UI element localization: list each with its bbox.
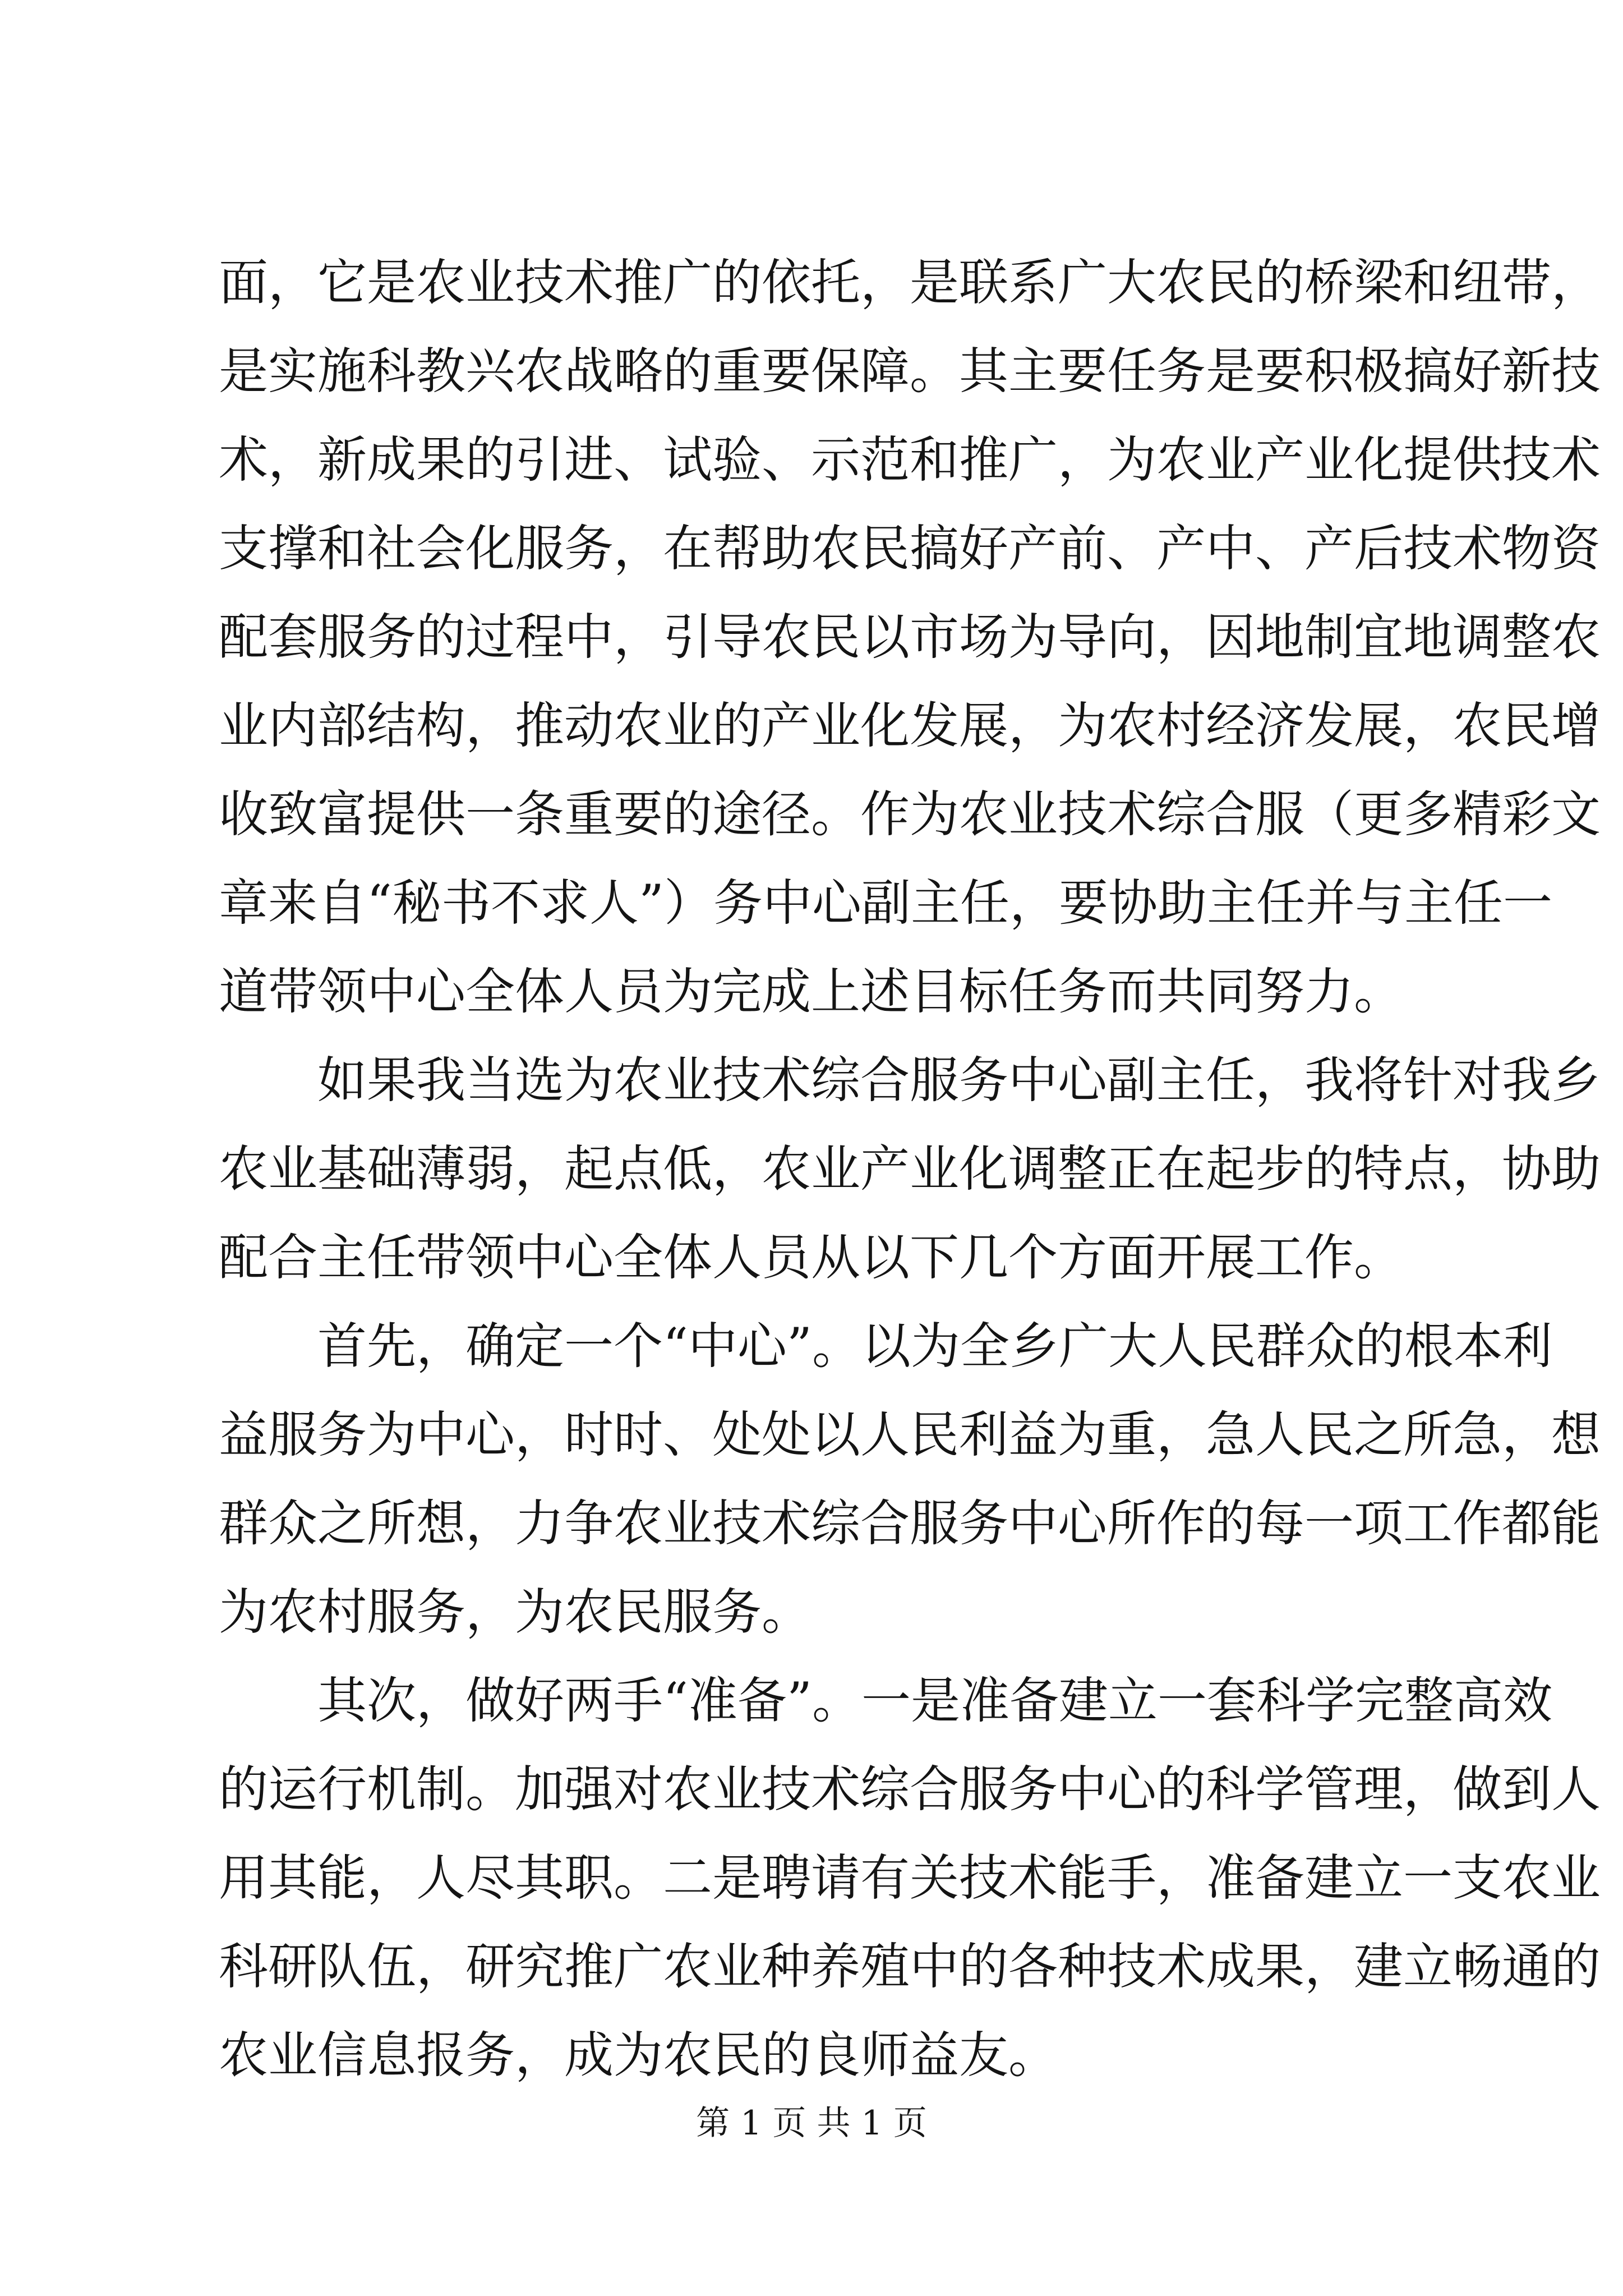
text-line: 农业信息报务，成为农民的良师益友。 xyxy=(219,2026,1058,2084)
text-line: 术，新成果的引进、试验、示范和推广，为农业产业化提供技术 xyxy=(219,431,1601,489)
text-line: 首先，确定一个“中心”。以为全乡广大人民群众的根本利 xyxy=(317,1317,1552,1375)
text-line: 其次，做好两手“准备”。一是准备建立一套科学完整高效 xyxy=(317,1672,1552,1729)
text-line: 为农村服务，为农民服务。 xyxy=(219,1583,811,1641)
text-line: 配套服务的过程中，引导农民以市场为导向，因地制宜地调整农 xyxy=(219,608,1601,666)
text-line: 章来自“秘书不求人”）务中心副主任，要协助主任并与主任一 xyxy=(219,874,1552,932)
page-footer: 第 1 页 共 1 页 xyxy=(696,2104,927,2143)
text-line: 道带领中心全体人员为完成上述目标任务而共同努力。 xyxy=(219,963,1404,1020)
text-line: 科研队伍，研究推广农业种养殖中的各种技术成果，建立畅通的 xyxy=(219,1938,1601,1995)
text-line: 业内部结构，推动农业的产业化发展，为农村经济发展，农民增 xyxy=(219,697,1601,754)
text-line: 的运行机制。加强对农业技术综合服务中心的科学管理，做到人 xyxy=(219,1760,1601,1818)
text-line: 支撑和社会化服务，在帮助农民搞好产前、产中、产后技术物资 xyxy=(219,519,1601,577)
text-line: 益服务为中心，时时、处处以人民利益为重，急人民之所急，想 xyxy=(219,1406,1601,1464)
body-text xyxy=(219,238,1601,2100)
text-line: 用其能，人尽其职。二是聘请有关技术能手，准备建立一支农业 xyxy=(219,1849,1601,1907)
text-line: 农业基础薄弱，起点低，农业产业化调整正在起步的特点，协助 xyxy=(219,1140,1601,1198)
text-line: 是实施科教兴农战略的重要保障。其主要任务是要积极搞好新技 xyxy=(219,342,1601,400)
text-line: 面，它是农业技术推广的依托，是联系广大农民的桥梁和纽带， xyxy=(219,254,1601,311)
text-line: 收致富提供一条重要的途径。作为农业技术综合服（更多精彩文 xyxy=(219,785,1601,843)
text-line: 配合主任带领中心全体人员从以下几个方面开展工作。 xyxy=(219,1228,1404,1286)
text-line: 群众之所想，力争农业技术综合服务中心所作的每一项工作都能 xyxy=(219,1494,1601,1552)
text-line: 如果我当选为农业技术综合服务中心副主任，我将针对我乡 xyxy=(317,1051,1601,1109)
